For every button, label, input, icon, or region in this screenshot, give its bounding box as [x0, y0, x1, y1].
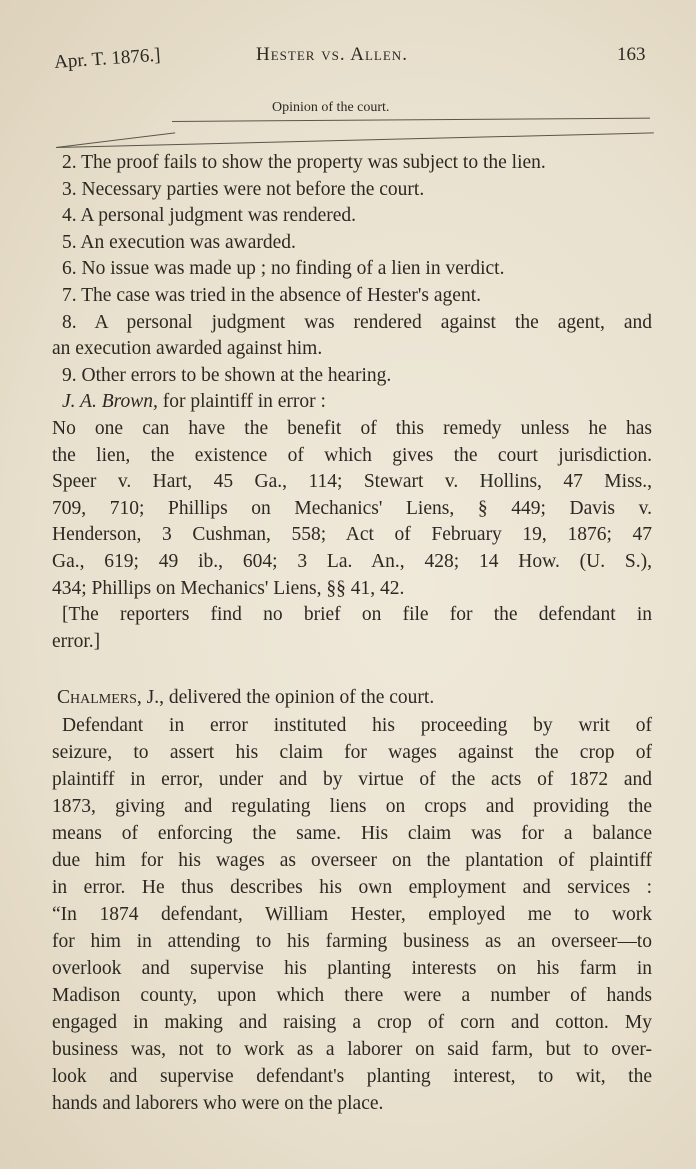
argument-line: the lien, the existence of which gives the court jurisdiction.: [52, 444, 652, 466]
error-item-line: an execution awarded against him.: [52, 338, 323, 360]
error-item-line: 9. Other errors to be shown at the hearing.: [62, 364, 392, 386]
opinion-line: due him for his wages as overseer on the plantation of plaintiff: [52, 849, 652, 871]
opinion-line: business was, not to work as a laborer on said farm, but to over-: [52, 1038, 652, 1060]
header-rule-bottom: [56, 132, 654, 148]
opinion-line: seizure, to assert his claim for wages against the crop of: [52, 741, 652, 763]
opinion-line: engaged in making and raising a crop of corn and cotton. My: [52, 1011, 652, 1033]
argument-line: Henderson, 3 Cushman, 558; Act of February 19, 1876; 47: [52, 524, 652, 546]
opinion-line: “In 1874 defendant, William Hester, employed me to work: [52, 903, 652, 925]
error-item-line: 7. The case was tried in the absence of Hester's agent.: [62, 285, 481, 306]
counsel-name: J. A. Brown,: [62, 391, 158, 413]
opinion-line: means of enforcing the same. His claim was for a balance: [52, 822, 652, 844]
opinion-line: look and supervise defendant's planting interest, to wit, the: [52, 1065, 652, 1087]
argument-line: Ga., 619; 49 ib., 604; 3 La. An., 428; 14 How. (U. S.),: [52, 551, 652, 572]
reporters-note-line: error.]: [52, 630, 101, 652]
counsel-role: for plaintiff in error :: [157, 391, 326, 413]
argument-line: 709, 710; Phillips on Mechanics' Liens, § 449; Davis v.: [52, 497, 652, 519]
running-head-term: Apr. T. 1876.]: [53, 44, 162, 74]
opinion-line: Madison county, upon which there were a number of hands: [52, 984, 652, 1006]
opinion-line: for him in attending to his farming business as an overseer—to: [52, 930, 652, 952]
opinion-intro-line: [57, 685, 652, 711]
counsel-line: [62, 389, 652, 415]
judge-text: delivered the opinion of the court.: [164, 687, 435, 708]
page-number: 163: [617, 44, 646, 65]
opinion-line: Defendant in error instituted his proceeding by writ of: [62, 714, 652, 736]
error-item-line: 3. Necessary parties were not before the court.: [62, 178, 425, 200]
page-title: Hester vs. Allen.: [256, 44, 408, 65]
argument-line: No one can have the benefit of this remedy unless he has: [52, 418, 652, 439]
argument-line: 434; Phillips on Mechanics' Liens, §§ 41, 42.: [52, 577, 405, 599]
header-rule-top: [172, 118, 650, 122]
error-item-line: 4. A personal judgment was rendered.: [62, 205, 357, 227]
opinion-line: hands and laborers who were on the place.: [52, 1092, 384, 1114]
reporters-note-line: [The reporters find no brief on file for the defendant in: [62, 604, 652, 626]
error-item-line: 2. The proof fails to show the property was subject to the lien.: [62, 152, 546, 173]
section-subhead: Opinion of the court.: [272, 100, 390, 115]
opinion-line: plaintiff in error, under and by virtue of the acts of 1872 and: [52, 768, 652, 790]
error-item-line: 8. A personal judgment was rendered against the agent, and: [62, 311, 652, 333]
opinion-line: overlook and supervise his planting interests on his farm in: [52, 957, 652, 979]
argument-line: Speer v. Hart, 45 Ga., 114; Stewart v. Hollins, 47 Miss.,: [52, 471, 652, 493]
error-item-line: 6. No issue was made up ; no finding of a lien in verdict.: [62, 258, 505, 280]
judge-name: Chalmers, J.,: [57, 687, 164, 708]
opinion-line: 1873, giving and regulating liens on crops and providing the: [52, 795, 652, 817]
opinion-line: in error. He thus describes his own employment and services :: [52, 876, 652, 898]
error-item-line: 5. An execution was awarded.: [62, 231, 296, 253]
